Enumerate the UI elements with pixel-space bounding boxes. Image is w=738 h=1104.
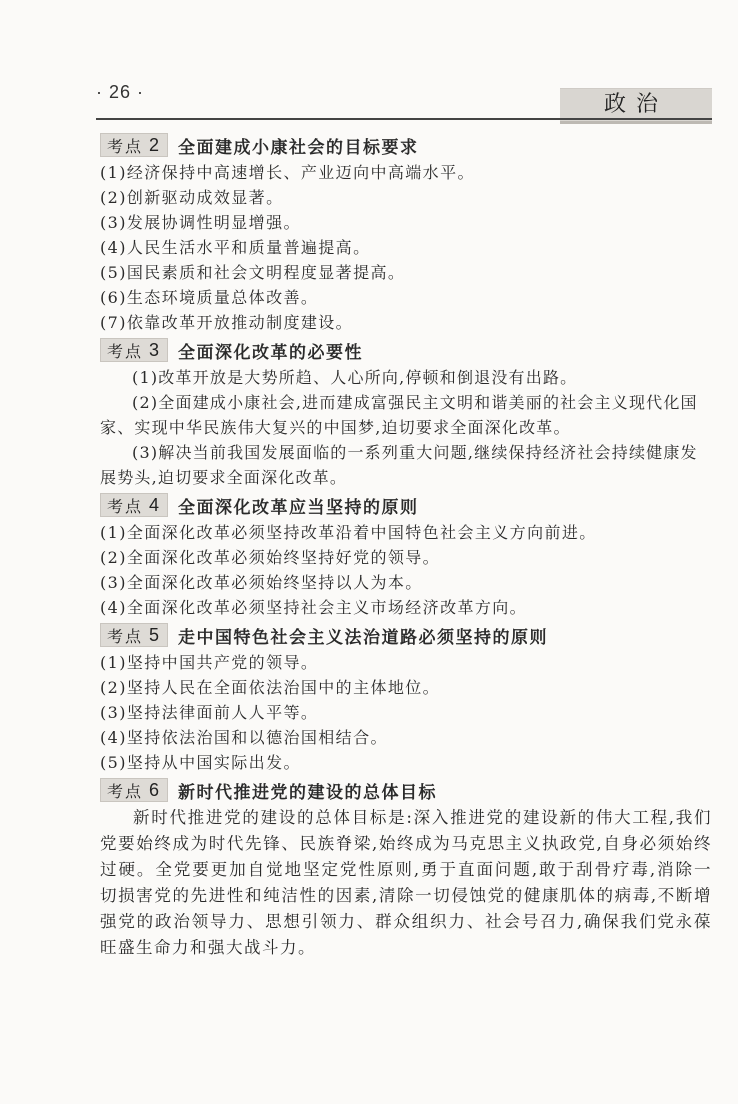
list-item: (2)坚持人民在全面依法治国中的主体地位。 xyxy=(100,678,441,697)
body-paragraph: 新时代推进党的建设的总体目标是:深入推进党的建设新的伟大工程,我们党要始终成为时代先锋、民族脊梁,始终成为马克思主义执政党,自身必须始终过硬。全党要更加自觉地坚定党性原则,勇于直面问题,敢于刮骨疗毒,消除一切损害党的先进性和纯洁性的因素,清除一切侵蚀党的健康肌体的病毒,不断增强党的政治领导力、思想引领力、群众组织力、社会号召力,确保我们党永葆旺盛生命力和强大战斗力。 xyxy=(100,808,712,957)
list-item: (2)全面深化改革必须始终坚持好党的领导。 xyxy=(100,548,441,567)
section-6 xyxy=(100,775,712,961)
page-header xyxy=(96,80,712,120)
section-heading xyxy=(100,775,712,805)
list-item: (3)全面深化改革必须始终坚持以人为本。 xyxy=(100,573,423,592)
badge-label: 考点 xyxy=(107,626,144,646)
list-item: (2)创新驱动成效显著。 xyxy=(100,188,284,207)
list-item: (1)坚持中国共产党的领导。 xyxy=(100,653,319,672)
paragraph: (1)改革开放是大势所趋、人心所向,停顿和倒退没有出路。 xyxy=(132,368,578,387)
list-item: (5)国民素质和社会文明程度显著提高。 xyxy=(100,263,406,282)
badge-label: 考点 xyxy=(107,496,144,516)
list-item: (1)全面深化改革必须坚持改革沿着中国特色社会主义方向前进。 xyxy=(100,523,597,542)
badge-number: 3 xyxy=(149,339,162,360)
section-title: 全面建成小康社会的目标要求 xyxy=(178,137,419,158)
badge-number: 4 xyxy=(149,494,162,515)
subject-tab: 政治 xyxy=(560,88,712,124)
badge-number: 2 xyxy=(149,134,162,155)
list-item: (3)发展协调性明显增强。 xyxy=(100,213,301,232)
list-item: (6)生态环境质量总体改善。 xyxy=(100,288,319,307)
list-item: (4)人民生活水平和质量普遍提高。 xyxy=(100,238,371,257)
paragraph: (2)全面建成小康社会,进而建成富强民主文明和谐美丽的社会主义现代化国家、实现中华民族伟大复兴的中国梦,迫切要求全面深化改革。 xyxy=(100,393,698,437)
section-5 xyxy=(100,620,712,775)
list-item: (4)全面深化改革必须坚持社会主义市场经济改革方向。 xyxy=(100,598,528,617)
paragraph: (3)解决当前我国发展面临的一系列重大问题,继续保持经济社会持续健康发展势头,迫切要求全面深化改革。 xyxy=(100,443,698,487)
section-heading xyxy=(100,490,712,520)
list-item: (7)依靠改革开放推动制度建设。 xyxy=(100,313,354,332)
section-heading xyxy=(100,620,712,650)
section-title: 走中国特色社会主义法治道路必须坚持的原则 xyxy=(178,627,549,648)
kaodian-badge xyxy=(100,778,168,802)
page-content xyxy=(100,130,712,961)
section-heading xyxy=(100,335,712,365)
badge-label: 考点 xyxy=(107,781,144,801)
badge-number: 5 xyxy=(149,624,162,645)
list-item: (5)坚持从中国实际出发。 xyxy=(100,753,301,772)
badge-label: 考点 xyxy=(107,341,144,361)
list-item: (3)坚持法律面前人人平等。 xyxy=(100,703,319,722)
kaodian-badge xyxy=(100,623,168,647)
section-2 xyxy=(100,130,712,335)
section-3 xyxy=(100,335,712,490)
section-4 xyxy=(100,490,712,620)
section-title: 全面深化改革应当坚持的原则 xyxy=(178,497,419,518)
kaodian-badge xyxy=(100,133,168,157)
list-item: (4)坚持依法治国和以德治国相结合。 xyxy=(100,728,388,747)
header-divider xyxy=(96,118,712,120)
section-title: 全面深化改革的必要性 xyxy=(178,342,364,363)
page-number: · 26 · xyxy=(96,82,145,102)
kaodian-badge xyxy=(100,493,168,517)
badge-label: 考点 xyxy=(107,136,144,156)
section-title: 新时代推进党的建设的总体目标 xyxy=(178,782,438,803)
badge-number: 6 xyxy=(149,779,162,800)
kaodian-badge xyxy=(100,338,168,362)
list-item: (1)经济保持中高速增长、产业迈向中高端水平。 xyxy=(100,163,475,182)
section-heading xyxy=(100,130,712,160)
